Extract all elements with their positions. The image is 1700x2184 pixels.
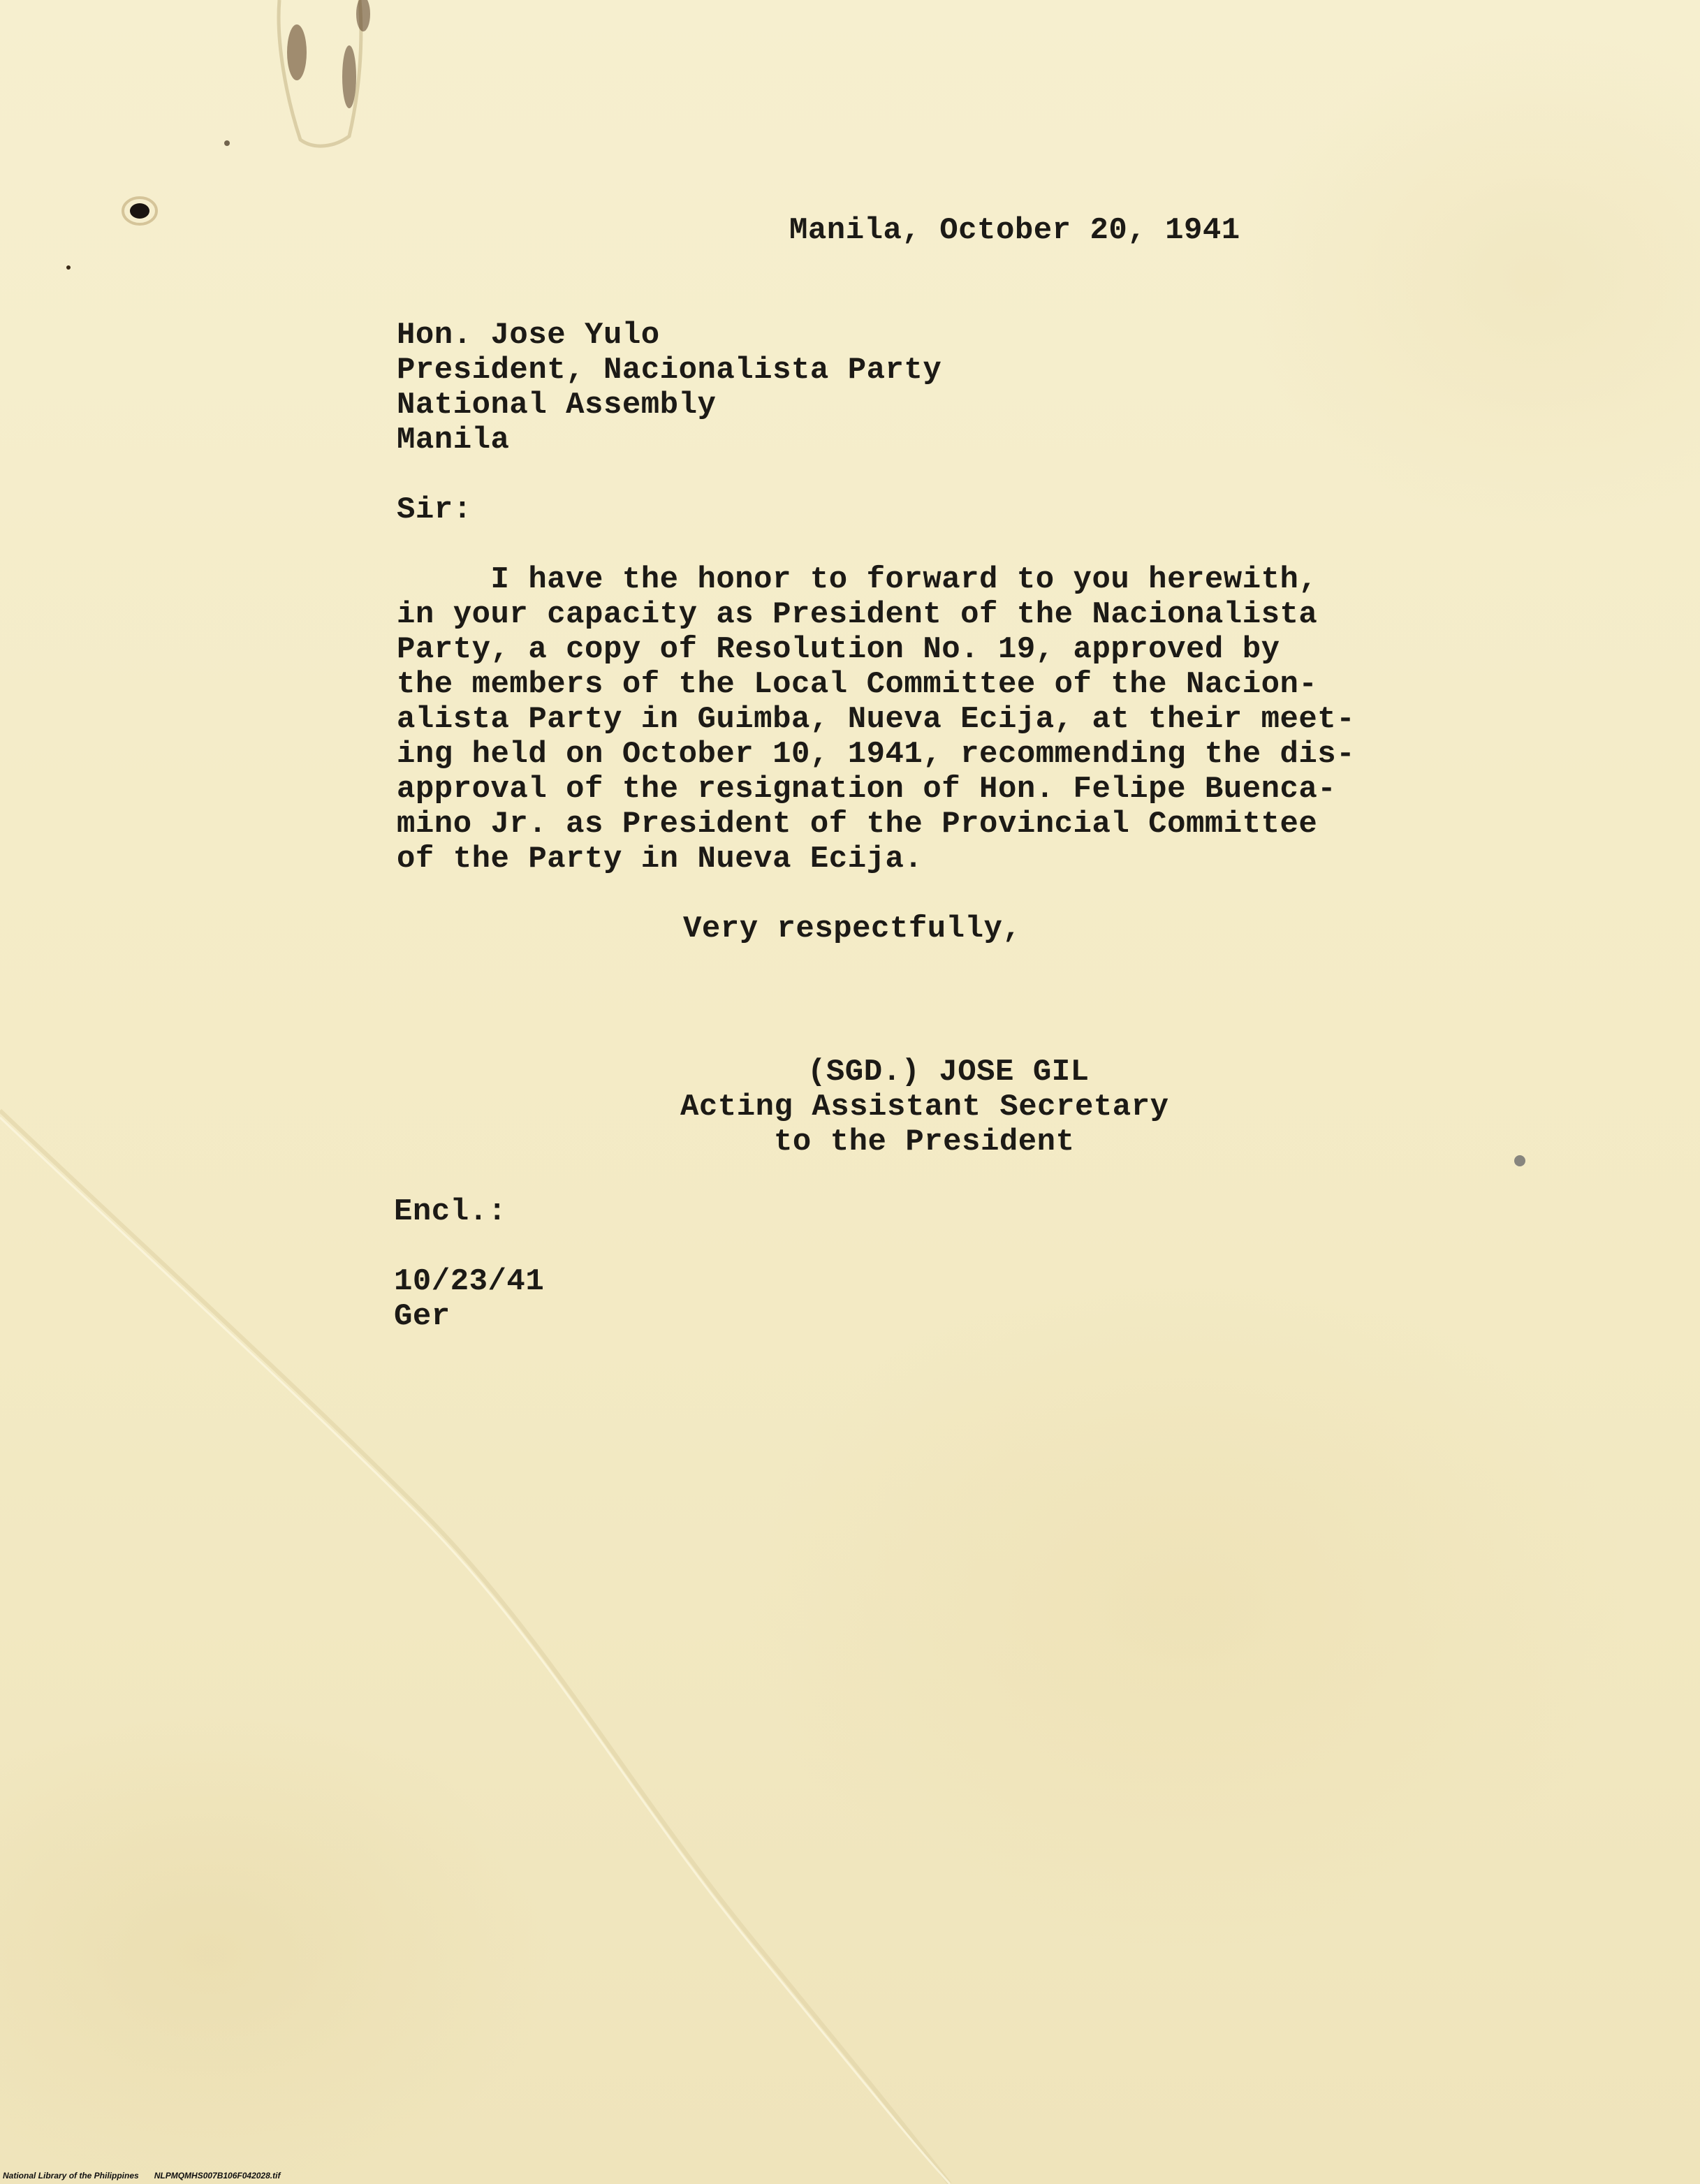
body-line: I have the honor to forward to you herewith, <box>397 562 1318 597</box>
reference-date: 10/23/41 <box>394 1264 545 1299</box>
body-line: mino Jr. as President of the Provincial Committee <box>397 807 1318 842</box>
punch-hole <box>123 198 156 224</box>
enclosure-note: Encl.: <box>394 1194 507 1229</box>
body-line: alista Party in Guimba, Nueva Ecija, at their meet- <box>397 702 1356 737</box>
body-line: approval of the resignation of Hon. Felipe Buenca- <box>397 772 1337 807</box>
recipient-address <box>397 318 941 457</box>
body-line: in your capacity as President of the Nacionalista <box>397 597 1318 632</box>
recipient-organization: National Assembly <box>397 388 717 423</box>
signatory-title: Acting Assistant Secretary <box>680 1090 1169 1124</box>
body-line: of the Party in Nueva Ecija. <box>397 842 923 877</box>
body-line: Party, a copy of Resolution No. 19, approved by <box>397 632 1280 667</box>
signatory-title-continued: to the President <box>774 1124 1075 1159</box>
archive-footer <box>3 2171 295 2181</box>
recipient-city: Manila <box>397 423 510 457</box>
typist-initials: Ger <box>394 1299 450 1334</box>
salutation: Sir: <box>397 492 472 527</box>
signatory-name: (SGD.) JOSE GIL <box>807 1055 1090 1090</box>
recipient-title: President, Nacionalista Party <box>397 353 942 388</box>
archive-institution: National Library of the Philippines <box>3 2171 139 2181</box>
body-paragraph <box>397 562 1355 877</box>
archive-file-id: NLPMQMHS007B106F042028.tif <box>154 2171 281 2181</box>
body-line: ing held on October 10, 1941, recommending the dis- <box>397 737 1356 772</box>
letter-date: Manila, October 20, 1941 <box>789 213 1240 248</box>
complimentary-close: Very respectfully, <box>683 911 1022 946</box>
body-line: the members of the Local Committee of the Nacion- <box>397 667 1318 702</box>
recipient-name: Hon. Jose Yulo <box>397 318 660 353</box>
